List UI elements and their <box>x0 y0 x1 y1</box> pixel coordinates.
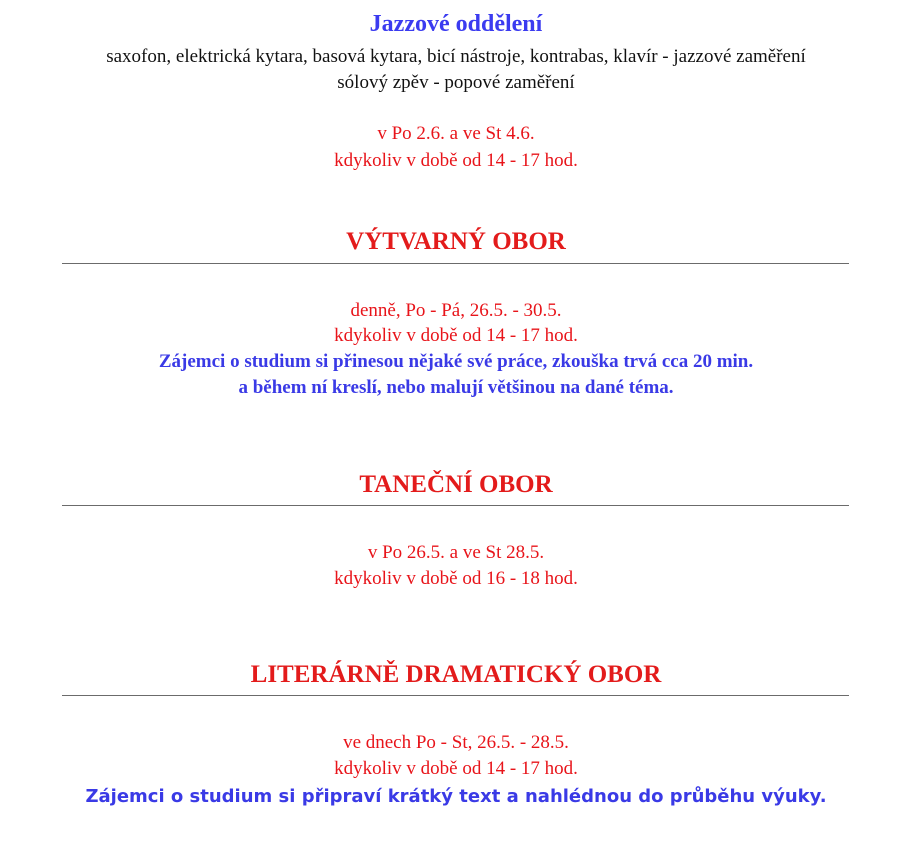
art-section-title: VÝTVARNÝ OBOR <box>346 228 566 255</box>
art-time: kdykoliv v době od 14 - 17 hod. <box>334 325 578 346</box>
dance-divider <box>62 505 849 506</box>
drama-divider <box>62 695 849 696</box>
art-divider <box>62 263 849 264</box>
dance-time: kdykoliv v době od 16 - 18 hod. <box>334 568 578 589</box>
drama-section-title: LITERÁRNĚ DRAMATICKÝ OBOR <box>250 661 662 688</box>
jazz-dates: v Po 2.6. a ve St 4.6. <box>377 123 535 144</box>
jazz-instruments: saxofon, elektrická kytara, basová kytara, bicí nástroje, kontrabas, klavír - jazzové zaměření <box>106 46 806 67</box>
art-note-2: a během ní kreslí, nebo malují většinou na dané téma. <box>238 377 674 398</box>
drama-dates: ve dnech Po - St, 26.5. - 28.5. <box>343 732 569 753</box>
jazz-vocal: sólový zpěv - popové zaměření <box>337 72 575 93</box>
art-dates: denně, Po - Pá, 26.5. - 30.5. <box>350 300 562 321</box>
jazz-section-title: Jazzové oddělení <box>369 11 543 37</box>
dance-dates: v Po 26.5. a ve St 28.5. <box>367 542 545 563</box>
drama-time: kdykoliv v době od 14 - 17 hod. <box>334 758 578 779</box>
dance-section-title: TANEČNÍ OBOR <box>359 471 553 498</box>
drama-note: Zájemci o studium si připraví krátký text a nahlédnou do průběhu výuky. <box>85 786 827 807</box>
jazz-time: kdykoliv v době od 14 - 17 hod. <box>334 150 578 171</box>
art-note-1: Zájemci o studium si přinesou nějaké své práce, zkouška trvá cca 20 min. <box>158 351 754 372</box>
